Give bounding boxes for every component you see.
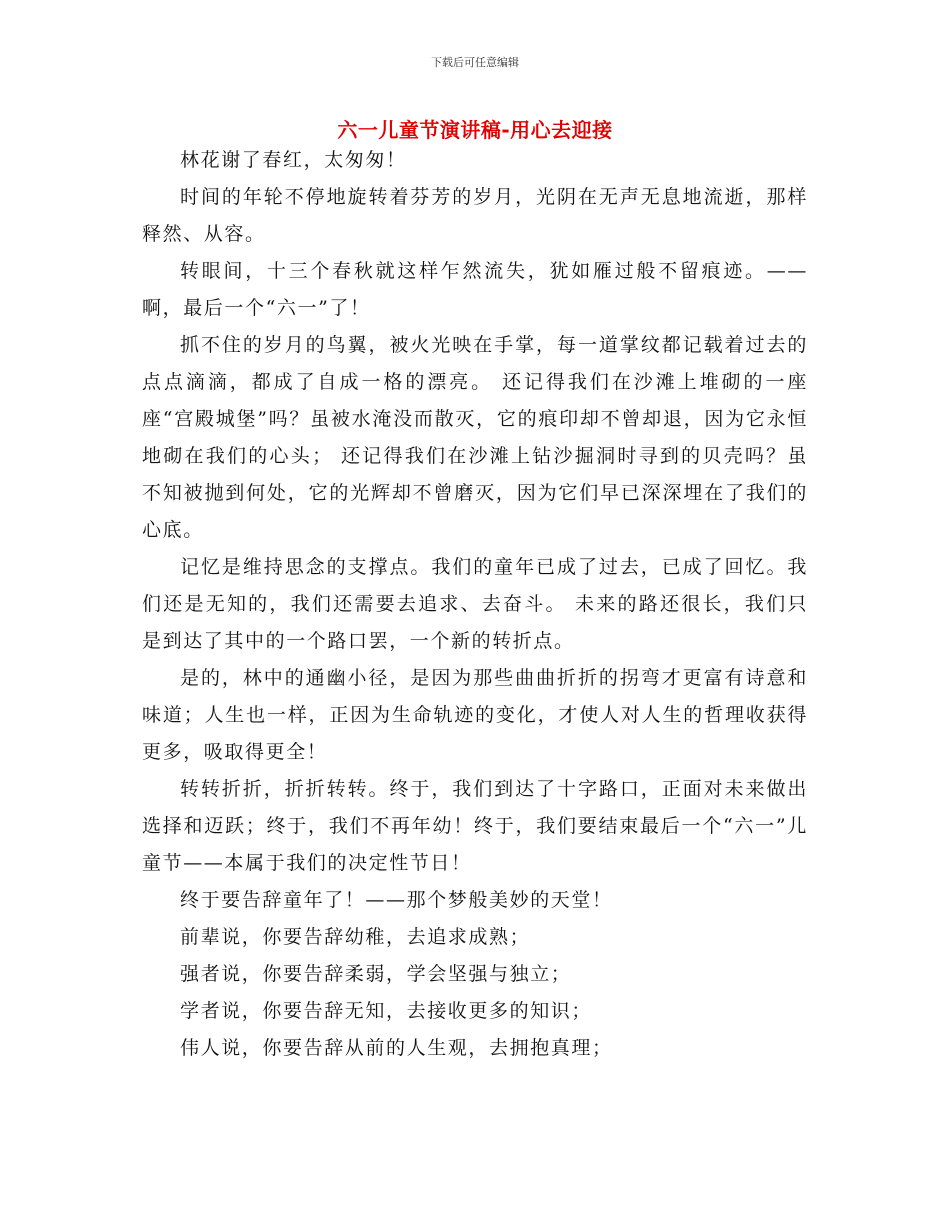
- paragraph: 是的，林中的通幽小径，是因为那些曲曲折折的拐弯才更富有诗意和味道；人生也一样，正因为生命轨迹的变化，才使人对人生的哲理收获得更多，吸取得更全！: [142, 667, 808, 763]
- paragraph: 前辈说，你要告辞幼稚，去追求成熟；: [180, 926, 531, 948]
- paragraph: 强者说，你要告辞柔弱，学会坚强与独立；: [180, 963, 572, 985]
- paragraph: 记忆是维持思念的支撑点。我们的童年已成了过去，已成了回忆。我们还是无知的，我们还需要去追求、去奋斗。 未来的路还很长，我们只是到达了其中的一个路口罢，一个新的转折点。: [142, 556, 808, 652]
- paragraph: 转转折折，折折转转。终于，我们到达了十字路口，正面对未来做出选择和迈跃；终于，我们不再年幼！终于，我们要结束最后一个“六一”儿童节——本属于我们的决定性节日！: [142, 778, 808, 874]
- header-note: 下载后可任意编辑: [431, 56, 519, 69]
- paragraph: 抓不住的岁月的鸟翼，被火光映在手掌，每一道掌纹都记载着过去的点点滴滴，都成了自成一格的漂亮。 还记得我们在沙滩上堆砌的一座座“宫殿城堡”吗？虽被水淹没而散灭，它的痕印却不曾却退，因为它永恒地砌在我们的心头； 还记得我们在沙滩上钻沙掘洞时寻到的贝壳吗？虽不知被抛到何处，它的光辉却不曾磨灭，因为它们早已深深埋在了我们的心底。: [142, 334, 808, 541]
- paragraph: 时间的年轮不停地旋转着芬芳的岁月，光阴在无声无息地流逝，那样释然、从容。: [142, 186, 808, 245]
- paragraph: 伟人说，你要告辞从前的人生观，去拥抱真理；: [180, 1037, 613, 1059]
- paragraph: 终于要告辞童年了！——那个梦般美妙的天堂！: [180, 889, 613, 911]
- paragraph: 学者说，你要告辞无知，去接收更多的知识；: [180, 1000, 593, 1022]
- document-body: [142, 142, 808, 1067]
- document-title: 六一儿童节演讲稿-用心去迎接: [337, 118, 613, 142]
- paragraph: 转眼间，十三个春秋就这样乍然流失，犹如雁过般不留痕迹。——啊，最后一个“六一”了！: [142, 260, 808, 319]
- paragraph: 林花谢了春红，太匆匆！: [180, 149, 407, 171]
